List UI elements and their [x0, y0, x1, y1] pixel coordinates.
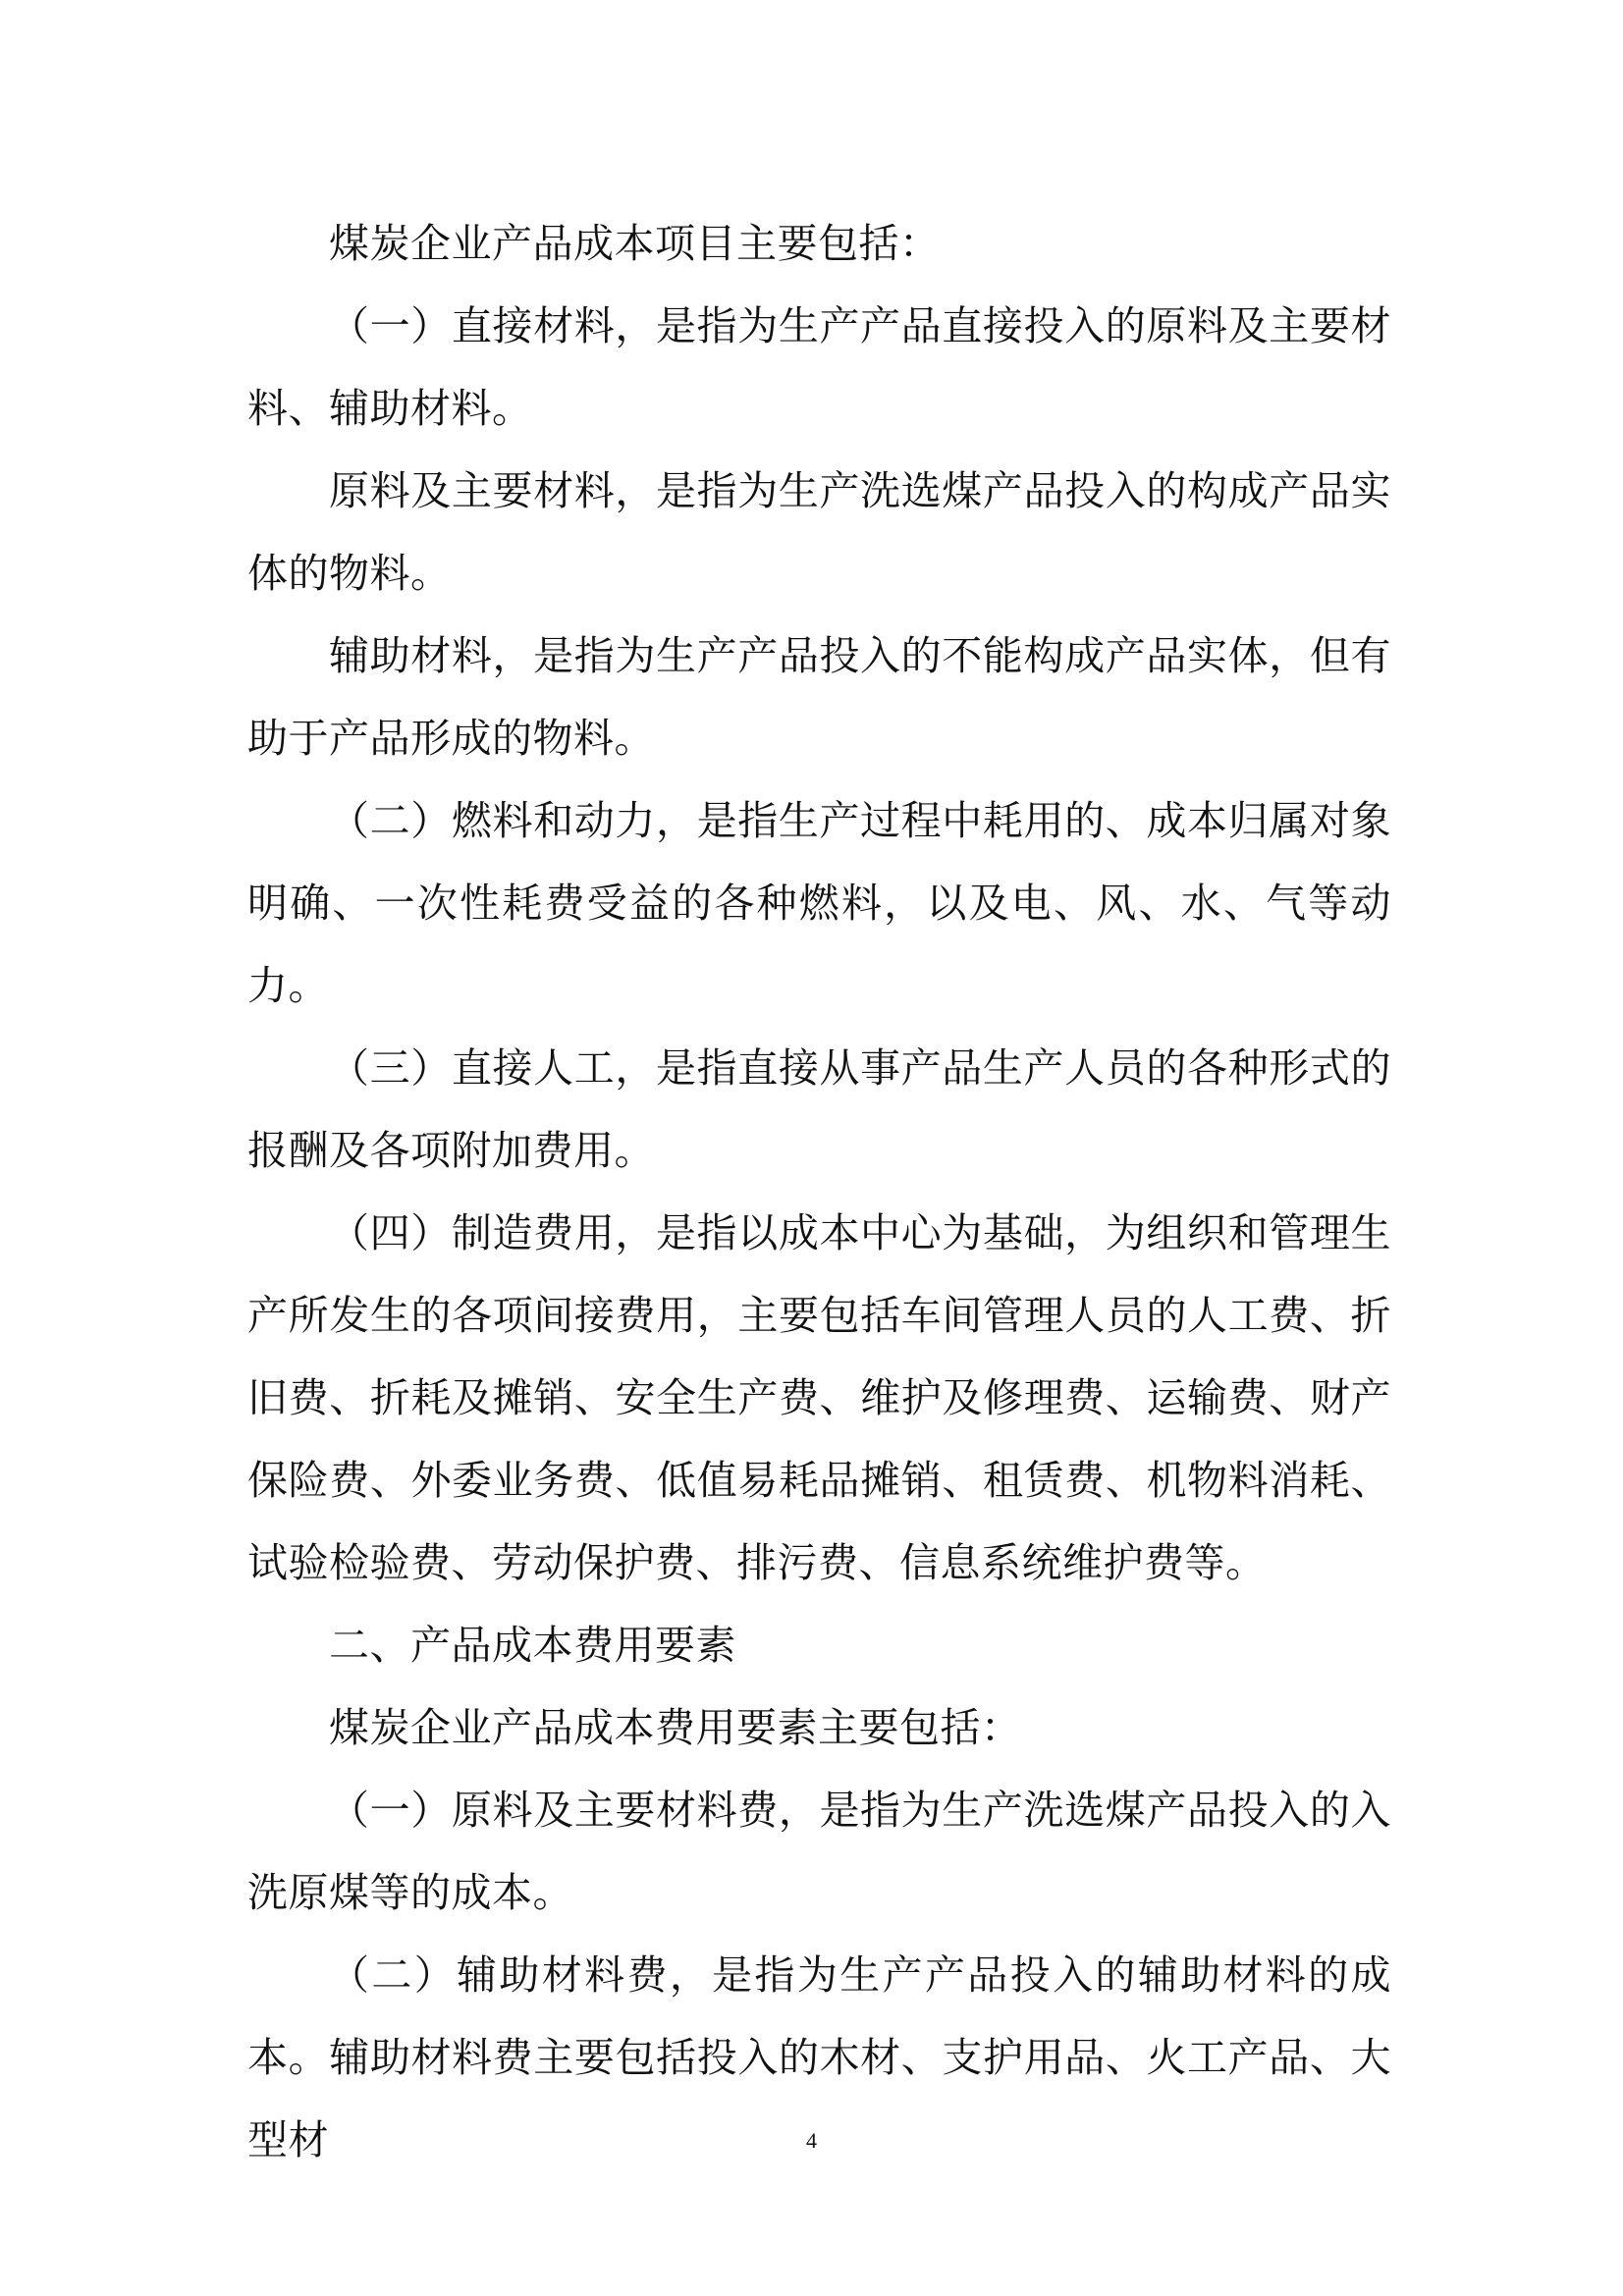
section-heading-cost-elements: 二、产品成本费用要素 — [329, 1622, 736, 1669]
paragraph-auxiliary-material-cost: （二）辅助材料费，是指为生产产品投入的辅助材料的成本。辅助材料费主要包括投入的木材、支护用品、火工产品、大型材 — [247, 1951, 1391, 2163]
paragraph-auxiliary-materials: 辅助材料，是指为生产产品投入的不能构成产品实体，但有助于产品形成的物料。 — [247, 632, 1391, 762]
paragraph-direct-labor: （三）直接人工，是指直接从事产品生产人员的各种形式的报酬及各项附加费用。 — [247, 1044, 1391, 1174]
paragraph-raw-material-cost: （一）原料及主要材料费，是指为生产洗选煤产品投入的入洗原煤等的成本。 — [247, 1787, 1391, 1916]
page-number: 4 — [806, 2128, 817, 2153]
paragraph-direct-materials: （一）直接材料，是指为生产产品直接投入的原料及主要材料、辅助材料。 — [247, 302, 1391, 432]
paragraph-fuel-power: （二）燃料和动力，是指生产过程中耗用的、成本归属对象明确、一次性耗费受益的各种燃料，以及电、风、水、气等动力。 — [247, 797, 1391, 1009]
paragraph-manufacturing-overhead: （四）制造费用，是指以成本中心为基础，为组织和管理生产所发生的各项间接费用，主要包括车间管理人员的人工费、折旧费、折耗及摊销、安全生产费、维护及修理费、运输费、财产保险费、外委业务费、低值易耗品摊销、租赁费、机物料消耗、试验检验费、劳动保护费、排污费、信息系统维护费等。 — [247, 1209, 1391, 1586]
paragraph-raw-materials: 原料及主要材料，是指为生产洗选煤产品投入的构成产品实体的物料。 — [247, 467, 1391, 597]
paragraph-intro: 煤炭企业产品成本项目主要包括： — [329, 220, 941, 267]
paragraph-cost-elements-intro: 煤炭企业产品成本费用要素主要包括： — [329, 1704, 1022, 1751]
body-text — [247, 202, 1391, 2181]
